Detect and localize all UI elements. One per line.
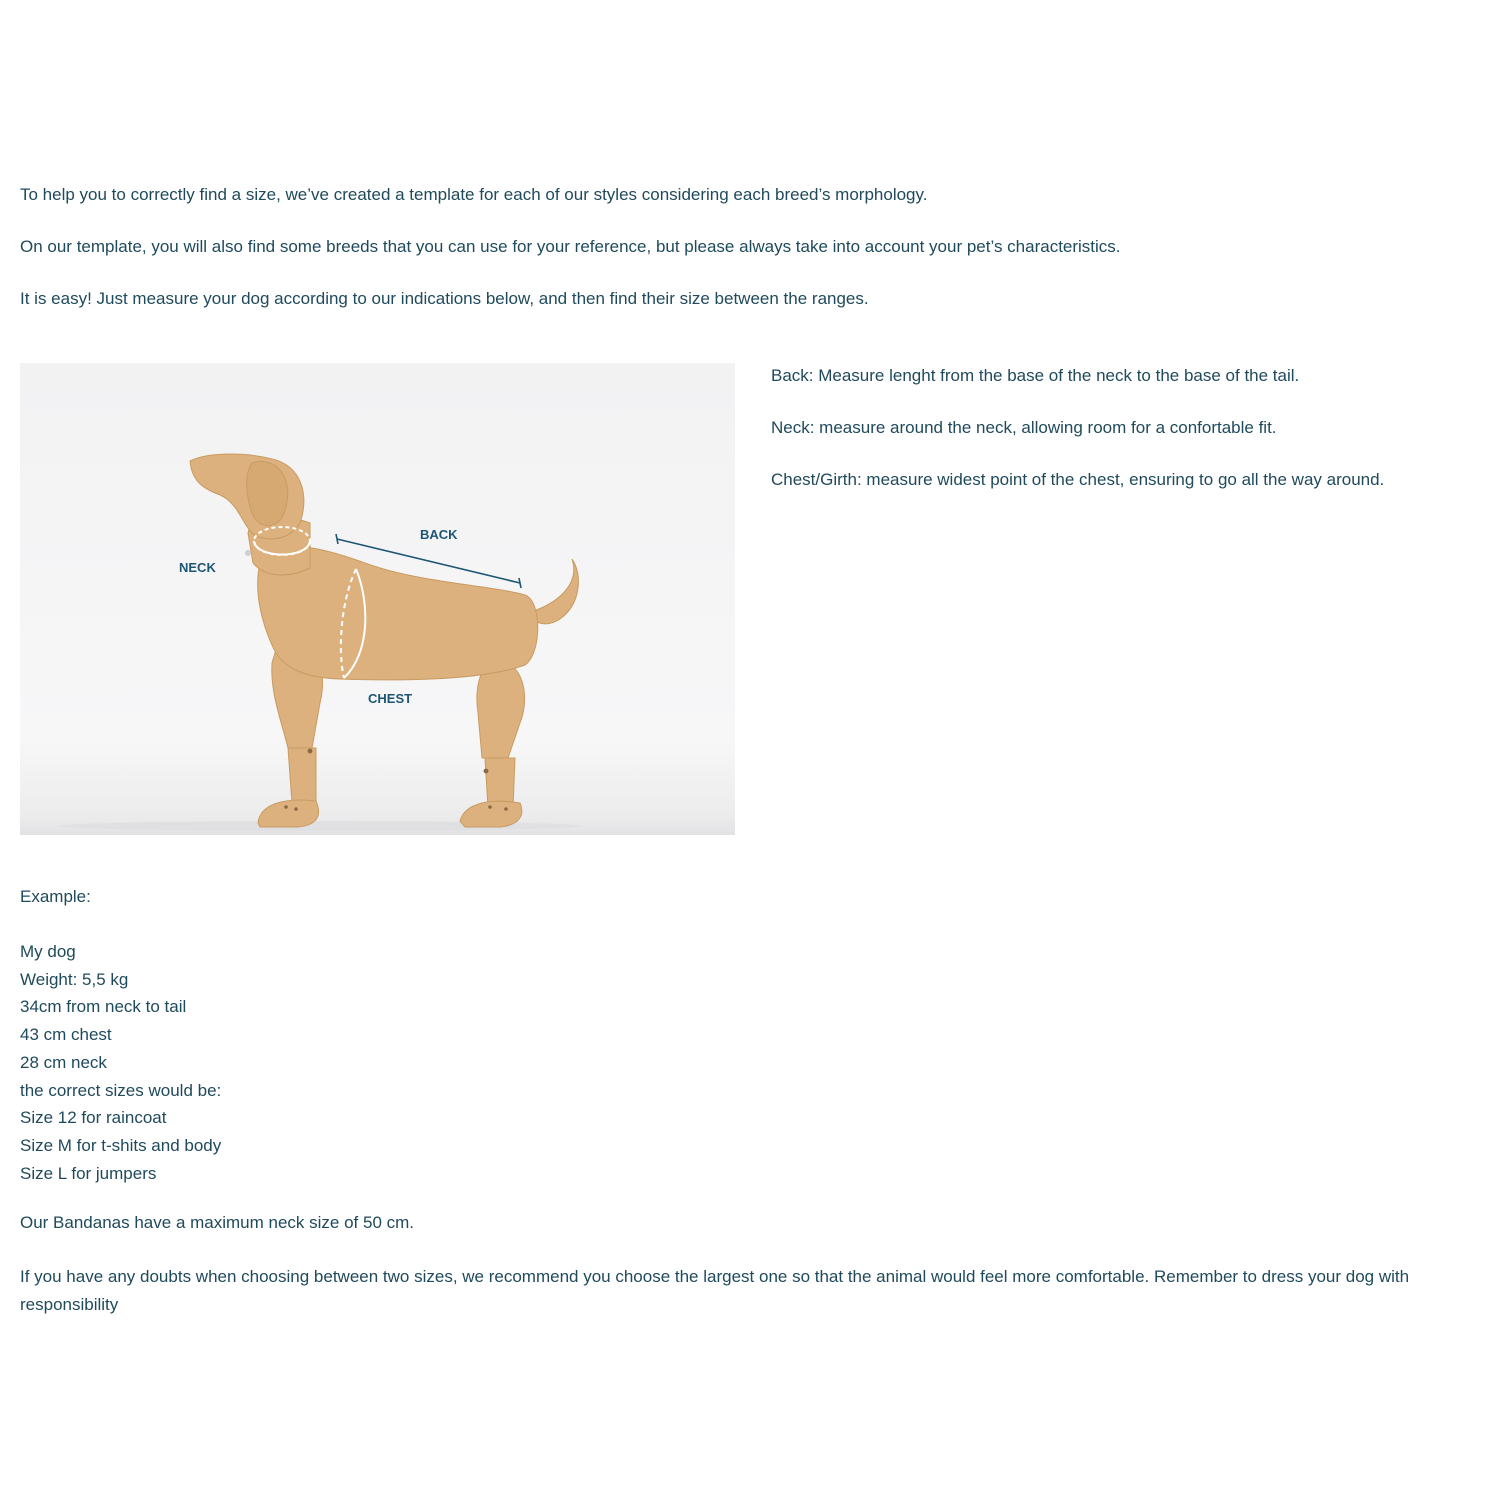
- list-item: Size 12 for raincoat: [20, 1108, 167, 1128]
- dog-mannequin-illustration: [20, 363, 735, 835]
- list-item: the correct sizes would be:: [20, 1080, 222, 1100]
- back-label: BACK: [420, 527, 458, 542]
- closing-paragraph: If you have any doubts when choosing between two sizes, we recommend you choose the largest one so that the animal would feel more comfortable. Remember to dress your dog with responsibility: [20, 1267, 1410, 1314]
- dog-measurement-figure: [20, 363, 735, 835]
- neck-label: NECK: [179, 560, 216, 575]
- list-item: 34cm from neck to tail: [20, 997, 187, 1017]
- list-item: 28 cm neck: [20, 1052, 107, 1072]
- intro-paragraph-1: To help you to correctly find a size, we’ve created a template for each of our styles considering each breed’s morphology.: [20, 185, 928, 204]
- instruction-chest: Chest/Girth: measure widest point of the chest, ensuring to go all the way around.: [771, 470, 1385, 489]
- list-item: My dog: [20, 942, 76, 961]
- chest-label: CHEST: [368, 691, 413, 706]
- example-list: [20, 938, 221, 1187]
- intro-paragraph-3: It is easy! Just measure your dog according to our indications below, and then find their size between the ranges.: [20, 289, 869, 308]
- list-item: Weight: 5,5 kg: [20, 969, 129, 989]
- instruction-back: Back: Measure lenght from the base of the neck to the base of the tail.: [771, 366, 1300, 385]
- list-item: 43 cm chest: [20, 1025, 112, 1045]
- list-item: Size M for t-shits and body: [20, 1135, 222, 1155]
- instruction-neck: Neck: measure around the neck, allowing room for a confortable fit.: [771, 418, 1277, 437]
- list-item: Size L for jumpers: [20, 1163, 157, 1183]
- intro-paragraph-2: On our template, you will also find some breeds that you can use for your reference, but please always take into account your pet’s characteristics.: [20, 237, 1121, 256]
- example-heading: Example:: [20, 887, 91, 906]
- bandanas-note: Our Bandanas have a maximum neck size of 50 cm.: [20, 1213, 415, 1232]
